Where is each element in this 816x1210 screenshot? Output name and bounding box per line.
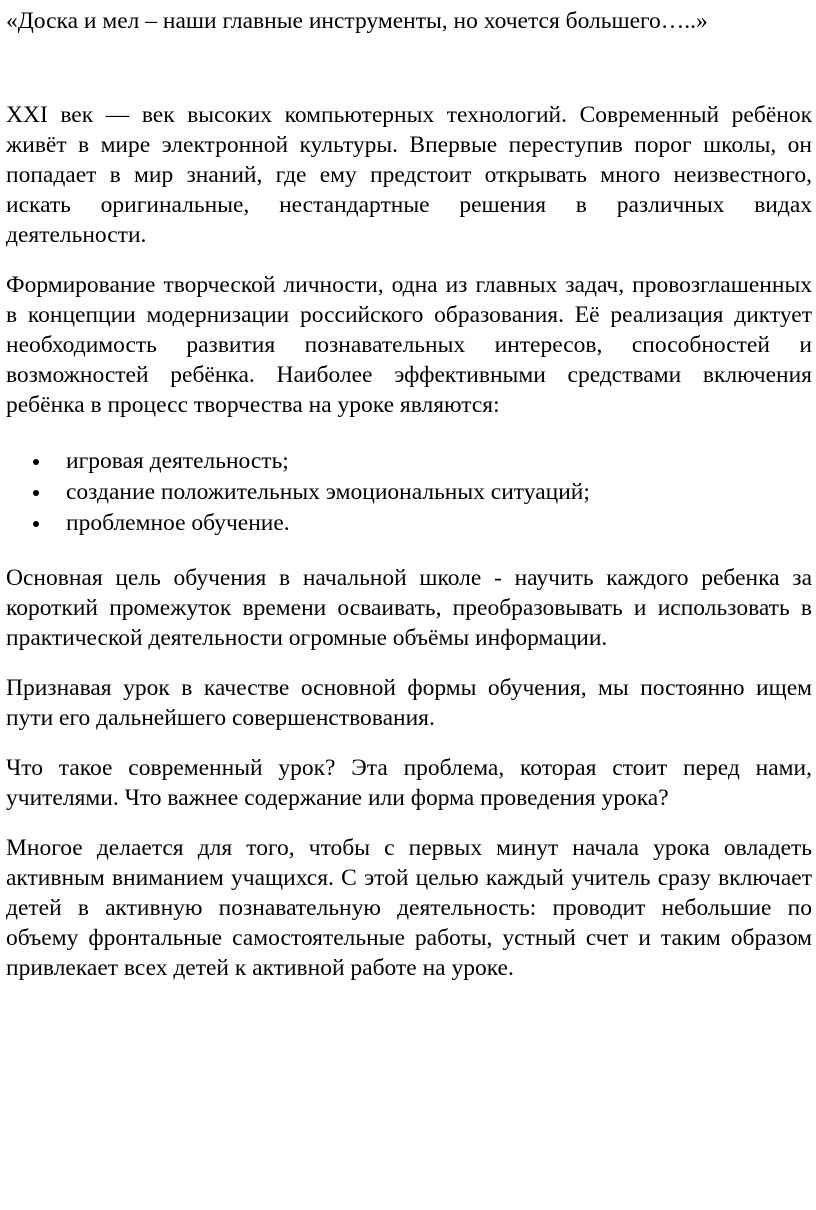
list-item <box>6 477 812 508</box>
document-page <box>6 6 812 983</box>
list-item <box>6 508 812 539</box>
methods-list <box>6 446 812 539</box>
paragraph-lesson-form: Признавая урок в качестве основной формы обучения, мы постоянно ищем пути его дальнейшего совершенствования. <box>6 675 812 731</box>
list-item-text: проблемное обучение. <box>66 510 290 536</box>
bullet-icon <box>33 521 39 527</box>
list-item-text: игровая деятельность; <box>66 448 289 474</box>
paragraph-creative-personality: Формирование творческой личности, одна из главных задач, провозглашенных в концепции модернизации российского образования. Её реализация диктует необходимость развития познавательных интересов, способностей и возможностей ребёнка. Наиболее эффективными средствами включения ребёнка в процесс творчества на уроке являются: <box>6 272 812 418</box>
bullet-icon <box>33 490 39 496</box>
epigraph: «Доска и мел – наши главные инструменты, но хочется большего…..» <box>6 8 708 34</box>
paragraph-modern-lesson: Что такое современный урок? Эта проблема, которая стоит перед нами, учителями. Что важнее содержание или форма проведения урока? <box>6 755 812 811</box>
paragraph-main-goal: Основная цель обучения в начальной школе - научить каждого ребенка за короткий промежуток времени осваивать, преобразовывать и использовать в практической деятельности огромные объёмы информации. <box>6 565 812 651</box>
bullet-icon <box>33 459 39 465</box>
list-item-text: создание положительных эмоциональных ситуаций; <box>66 479 590 505</box>
list-item <box>6 446 812 477</box>
paragraph-attention: Многое делается для того, чтобы с первых минут начала урока овладеть активным вниманием учащихся. С этой целью каждый учитель сразу включает детей в активную познавательную деятельность: проводит небольшие по объему фронтальные самостоятельные работы, устный счет и таким образом привлекает всех детей к активной работе на уроке. <box>6 835 812 981</box>
paragraph-xxi-century: XXI век — век высоких компьютерных технологий. Современный ребёнок живёт в мире электронной культуры. Впервые переступив порог школы, он попадает в мир знаний, где ему предстоит открывать много неизвестного, искать оригинальные, нестандартные решения в различных видах деятельности. <box>6 102 812 248</box>
